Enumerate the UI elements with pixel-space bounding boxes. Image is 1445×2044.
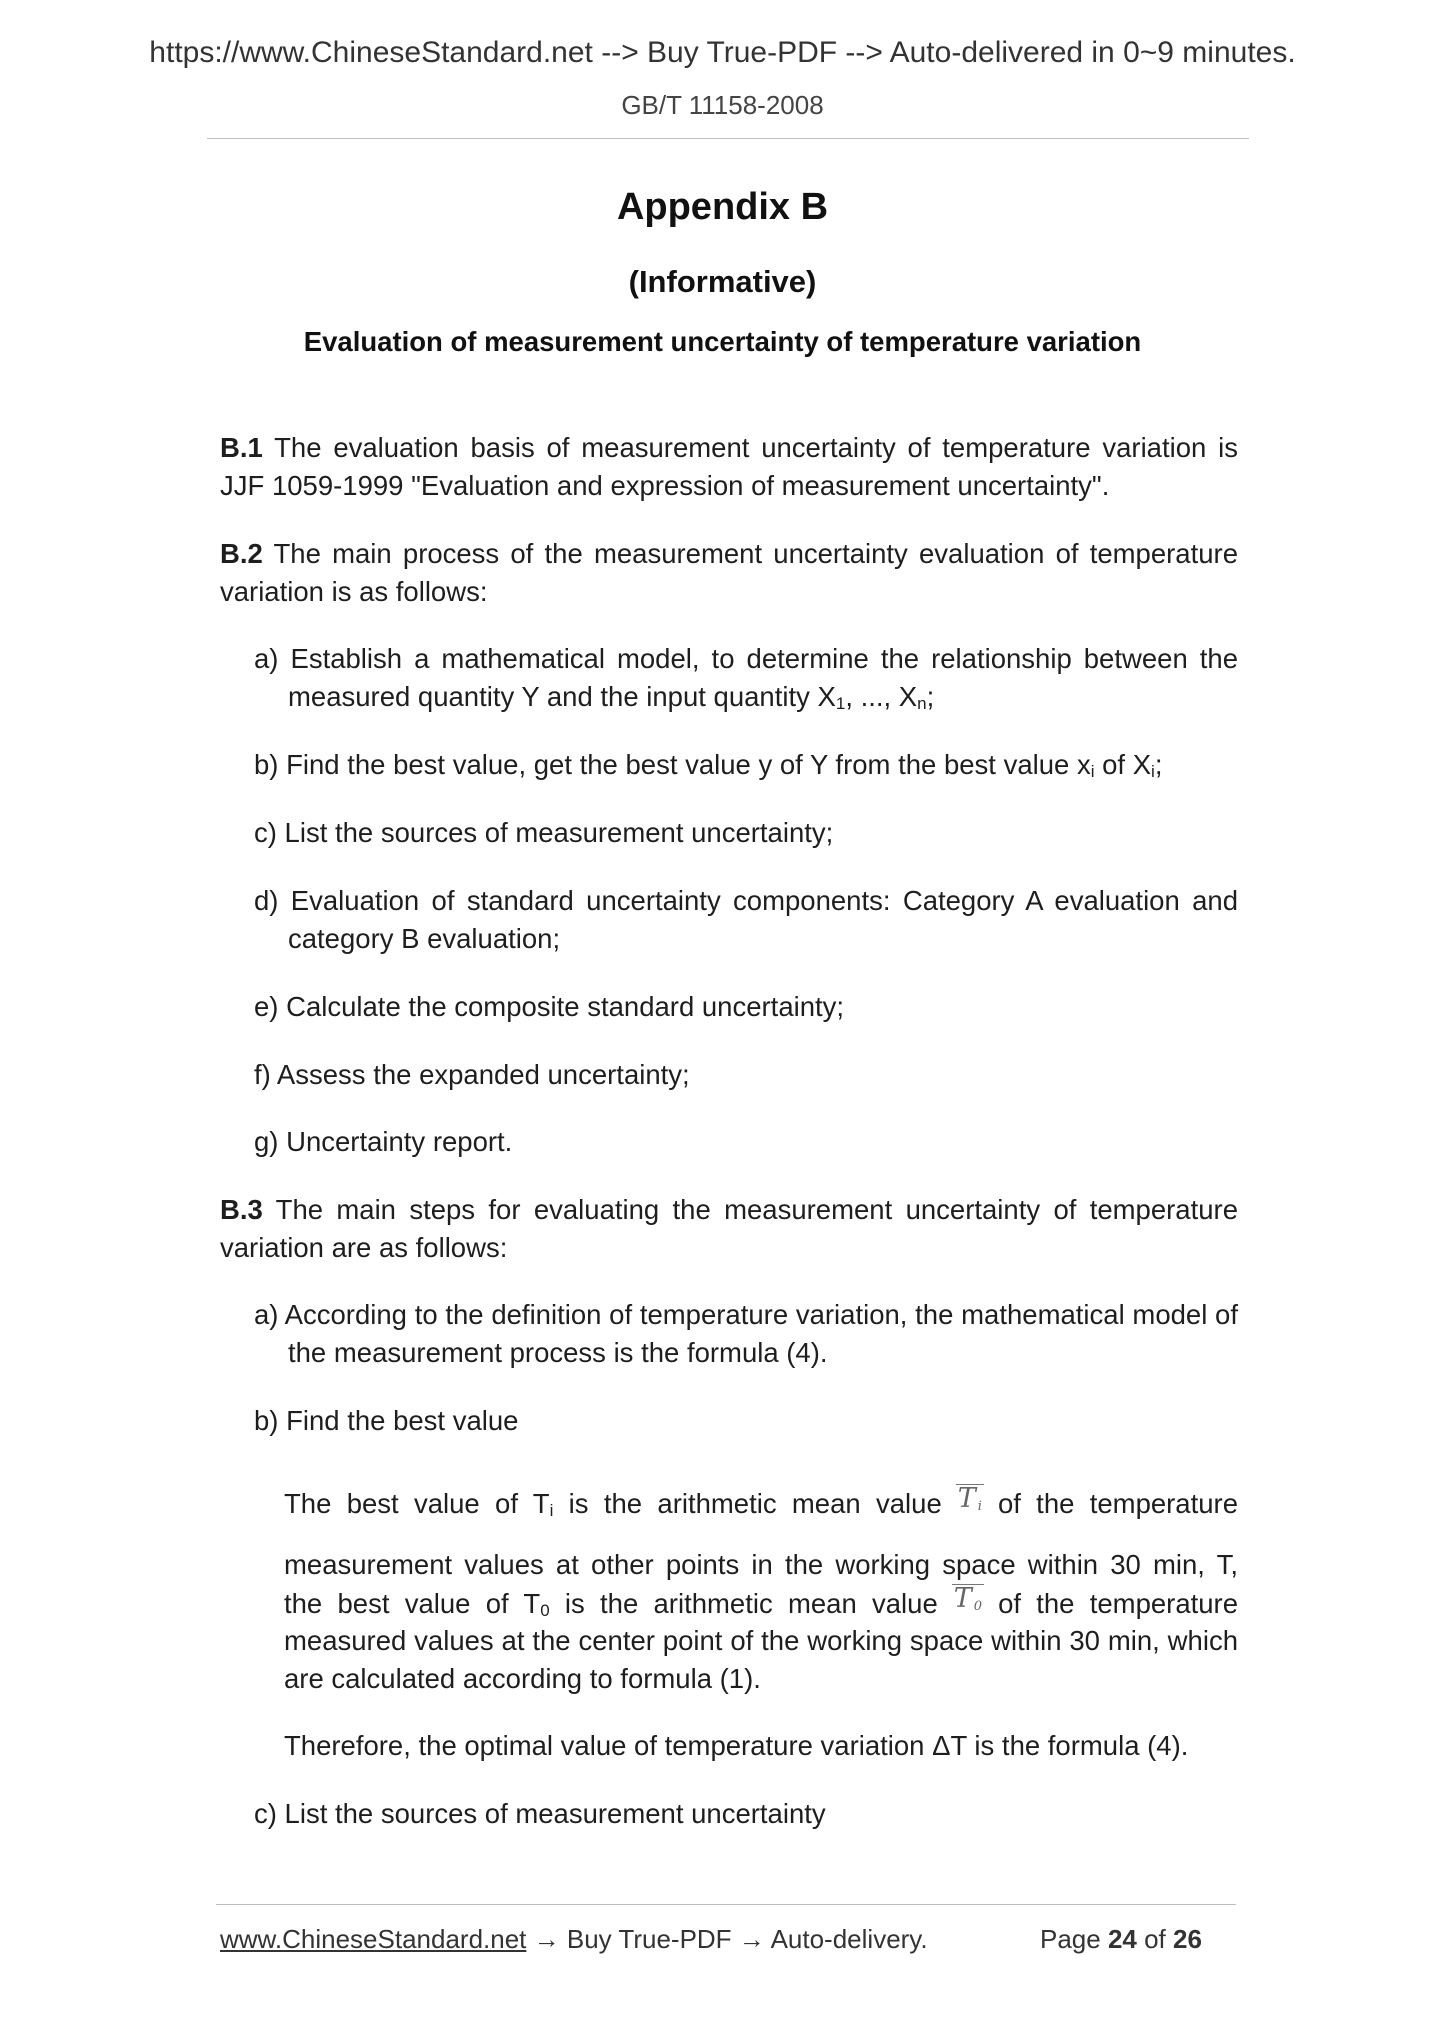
best-value-line-4: measured values at the center point of the working space within 30 min, which are calculated according to formula (1). [284,1625,1238,1694]
item-text: ; [926,681,935,712]
document-code: GB/T 11158-2008 [621,90,824,120]
clause-b1 [220,429,1238,505]
best-value-line-1 [284,1484,1238,1523]
footer-promo [220,1924,928,1955]
clause-b2-text: The main process of the measurement uncertainty evaluation of temperature variation is as follows: [220,538,1238,607]
list-item-b2-a [254,640,1238,716]
appendix-type: (Informative) [628,264,817,299]
clause-b3-label: B.3 [220,1194,263,1225]
clause-b2 [220,535,1238,611]
header-divider [207,138,1249,139]
top-banner: https://www.ChineseStandard.net --> Buy True-PDF --> Auto-delivered in 0~9 minutes. [149,36,1296,69]
clause-b3-text: The main steps for evaluating the measurement uncertainty of temperature variation are as follows: [220,1194,1238,1263]
subscript: 1 [835,694,846,713]
footer-site-link[interactable]: www.ChineseStandard.net [220,1924,527,1954]
subscript: i [1090,762,1095,781]
item-text: ; [1154,749,1163,780]
list-item-b3-a: a) According to the definition of temperature variation, the mathematical model of the measurement process is the formula (4). [254,1299,1238,1368]
list-item-b2-g: g) Uncertainty report. [254,1126,513,1157]
page-number: 24 [1107,1924,1137,1954]
subscript: 0 [540,1601,550,1620]
best-value-conclusion: Therefore, the optimal value of temperature variation ΔT is the formula (4). [284,1730,1189,1761]
item-text: of X [1094,749,1152,780]
symbol-letter: T [953,1583,972,1614]
item-text: a) Establish a mathematical model, to determine the relationship between the measured quantity Y and the input quantity X [254,643,1238,712]
mean-t0-symbol [952,1584,984,1621]
clause-b3 [220,1191,1238,1267]
text: is the arithmetic mean value [549,1588,938,1619]
list-item-b2-e: e) Calculate the composite standard uncertainty; [254,991,845,1022]
subscript: i [1151,762,1155,781]
page-indicator [1040,1924,1202,1955]
list-item-b2-c: c) List the sources of measurement uncertainty; [254,817,834,848]
page-label: Page [1040,1924,1108,1954]
item-text: , ..., X [845,681,918,712]
clause-b1-text: The evaluation basis of measurement uncertainty of temperature variation is JJF 1059-1999 "Evaluation and expression of measurement uncertainty". [220,432,1238,501]
clause-b1-label: B.1 [220,432,263,463]
best-value-line-2: measurement values at other points in the working space within 30 min, T, [284,1549,1238,1580]
symbol-index: i [977,1499,982,1514]
text: of the temperature [997,1488,1238,1519]
footer-divider [216,1904,1236,1905]
text: the best value of T [284,1588,541,1619]
list-item-b3-b: b) Find the best value [254,1405,519,1436]
best-value-line-3 [284,1584,1238,1623]
symbol-index: 0 [973,1599,983,1614]
clause-b2-label: B.2 [220,538,263,569]
appendix-subtitle: Evaluation of measurement uncertainty of temperature variation [303,326,1142,357]
subscript: n [917,694,927,713]
symbol-letter: T [957,1483,976,1514]
item-text: b) Find the best value, get the best value y of Y from the best value x [254,749,1091,780]
list-item-b3-c: c) List the sources of measurement uncertainty [254,1798,826,1829]
mean-ti-symbol [956,1484,984,1521]
appendix-title: Appendix B [616,186,829,228]
text: of the temperature [998,1588,1239,1619]
text: The best value of T [284,1488,550,1519]
list-item-b2-f: f) Assess the expanded uncertainty; [254,1059,690,1090]
footer-promo-text: → Buy True-PDF → Auto-delivery. [526,1924,928,1954]
page-of-label: of [1136,1924,1174,1954]
list-item-b2-b [254,746,1238,784]
subscript: i [549,1501,554,1520]
page-total: 26 [1173,1924,1202,1954]
text: is the arithmetic mean value [553,1488,942,1519]
list-item-b2-d: d) Evaluation of standard uncertainty components: Category A evaluation and category B evaluation; [254,885,1238,954]
